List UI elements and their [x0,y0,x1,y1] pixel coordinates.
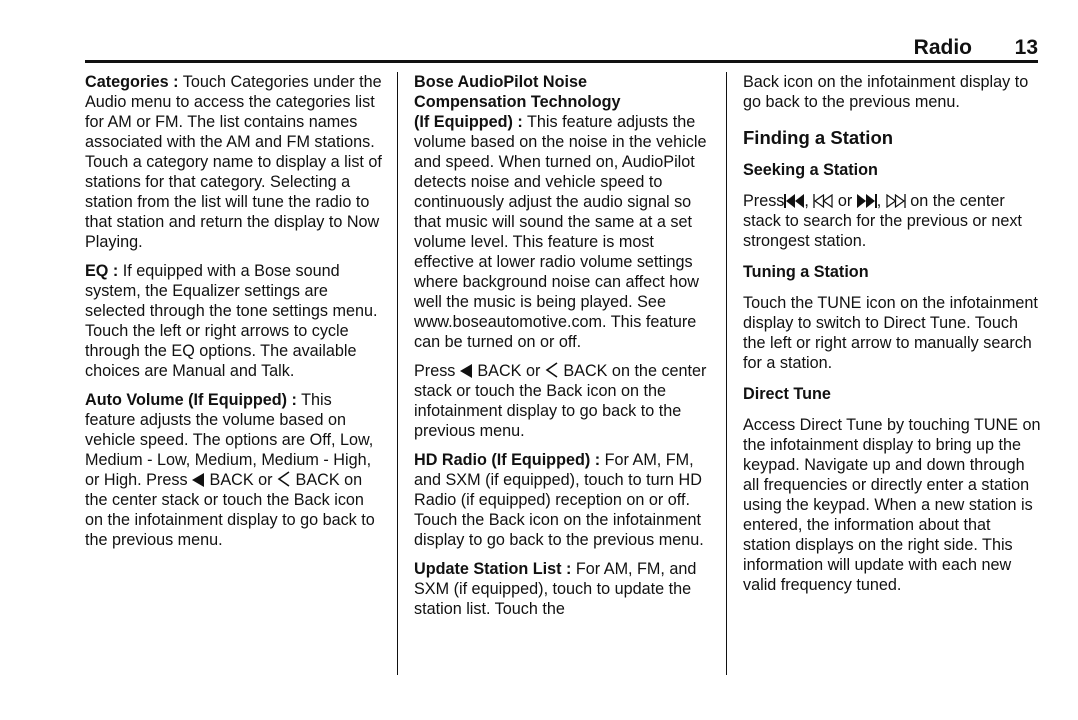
eq-paragraph [85,261,383,381]
continued-text: Back icon on the infotainment display to go back to the previous menu. [743,73,1029,111]
column-divider-1 [397,72,398,675]
bose-text: This feature adjusts the volume based on the noise in the vehicle and speed. When turned on, AudioPilot detects noise and vehicle speed to continuously adjust the audio signal so that music will sound the same at a set volume level. This feature is most effective at lower radio volume settings where background noise can affect how well the music is being played. See www.boseautomotive.com. This feature can be turned on or off. [414,113,707,351]
column-3 [743,72,1041,604]
continued-paragraph [743,72,1041,112]
back-triangle-icon [192,473,205,487]
auto-volume-term: Auto Volume (If Equipped) : [85,391,297,409]
direct-tune-paragraph [743,415,1041,595]
column-1 [85,72,383,559]
bose-term-3: (If Equipped) : [414,113,523,131]
header-rule [85,60,1038,63]
seek-forward-outline-icon [886,194,906,208]
categories-term: Categories : [85,73,179,91]
categories-text: Touch Categories under the Audio menu to access the categories list for AM or FM. The list contains names associated with the AM and FM stations. Touch a category name to display a list of stations for that category. Selecting a station from the list will tune the radio to that station and return the display to Now Playing. [85,73,382,251]
press-text-b: BACK or [472,362,545,380]
direct-tune-text: Access Direct Tune by touching TUNE on the infotainment display to bring up the keypad. Navigate up and down through all frequencies or directly enter a station using the keypad. When a new station is entered, the information about that station displays on the right side. This information will update with each new valid frequency tuned. [743,416,1041,594]
hd-radio-term: HD Radio (If Equipped) : [414,451,601,469]
hd-radio-text: For AM, FM, and SXM (if equipped), touch to turn HD Radio (if equipped) reception on or off. Touch the Back icon on the infotainment display to go back to the previous menu. [414,451,704,549]
seek-back-icon [784,194,804,208]
tuning-paragraph [743,293,1041,373]
seek-forward-icon [857,194,877,208]
seek-text-a: Press [743,192,785,210]
bose-term-2: Compensation Technology [414,93,621,111]
seek-text-c: or [833,192,857,210]
seeking-station-heading: Seeking a Station [743,161,878,179]
seek-back-outline-icon [813,194,833,208]
back-chevron-icon [277,471,291,487]
finding-station-heading: Finding a Station [743,127,894,148]
categories-paragraph [85,72,383,252]
direct-tune-heading: Direct Tune [743,385,831,403]
update-station-term: Update Station List : [414,560,572,578]
page-number: 13 [1014,36,1038,59]
hd-radio-paragraph [414,450,712,550]
auto-volume-text-b: BACK or [205,471,278,489]
back-press-paragraph [414,361,712,441]
column-2 [414,72,712,628]
auto-volume-text-c: BACK on the center stack or touch the Back icon on the infotainment display to go back to the previous menu. [85,471,375,549]
press-text-c: BACK on the center stack or touch the Back icon on the infotainment display to go back to the previous menu. [414,362,707,440]
seek-text-e: on the center stack to search for the previous or next strongest station. [743,192,1022,250]
eq-term: EQ : [85,262,119,280]
auto-volume-paragraph [85,390,383,550]
seek-text-d: , [876,192,886,210]
update-station-paragraph [414,559,712,619]
bose-paragraph [414,72,712,352]
page-header [85,36,1038,62]
eq-text: If equipped with a Bose sound system, the Equalizer settings are selected through the tone settings menu. Touch the left or right arrows to cycle through the EQ options. The available choices are Manual and Talk. [85,262,378,380]
auto-volume-text-a: This feature adjusts the volume based on vehicle speed. The options are Off, Low, Medium - Low, Medium, Medium - High, or High. Press [85,391,374,489]
tuning-text: Touch the TUNE icon on the infotainment display to switch to Direct Tune. Touch the left or right arrow to manually search for a station. [743,294,1038,372]
press-text-a: Press [414,362,460,380]
bose-term-1: Bose AudioPilot Noise [414,73,587,91]
back-triangle-icon [460,364,473,378]
tuning-station-heading: Tuning a Station [743,263,869,281]
column-divider-2 [726,72,727,675]
section-title: Radio [913,36,972,59]
back-chevron-icon [545,362,559,378]
update-station-text: For AM, FM, and SXM (if equipped), touch to update the station list. Touch the [414,560,697,618]
seeking-paragraph [743,191,1041,251]
seek-text-b: , [804,192,814,210]
